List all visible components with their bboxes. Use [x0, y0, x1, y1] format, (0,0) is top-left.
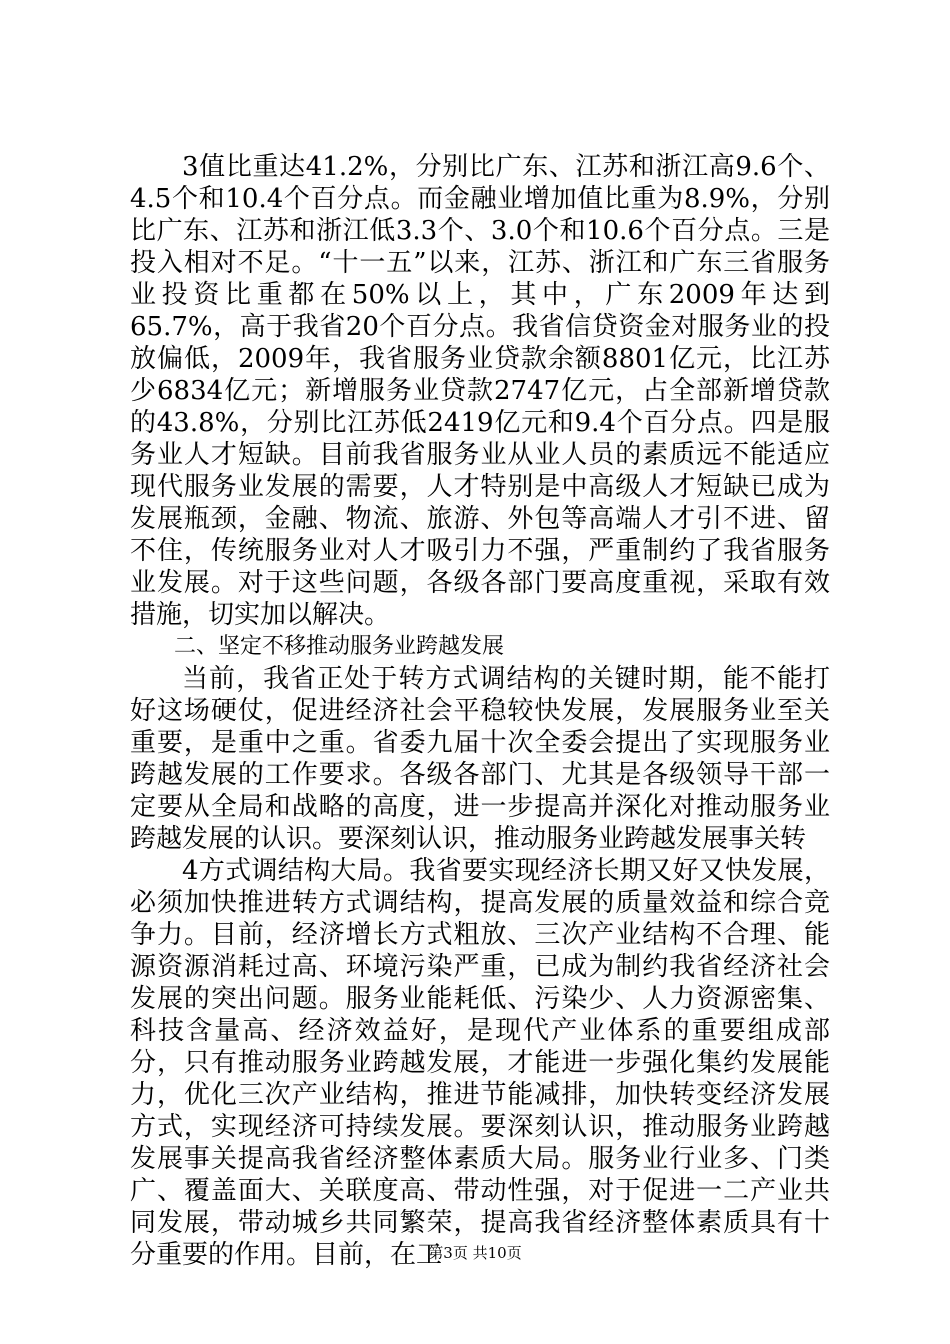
paragraph-transform-mode: 4方式调结构大局。我省要实现经济长期又好又快发展，必须加快推进转方式调结构，提高发展的质量效益和综合竞争力。目前，经济增长方式粗放、三次产业结构不合理、能源资源消耗过高、环境污染严重，已成为制约我省经济社会发展的突出问题。服务业能耗低、污染少、人力资源密集、科技含量高、经济效益好，是现代产业体系的重要组成部分，只有推动服务业跨越发展，才能进一步强化集约发展能力，优化三次产业结构，推进节能减排，加快转变经济发展方式，实现经济可持续发展。要深刻认识，推动服务业跨越发展事关提高我省经济整体素质大局。服务业行业多、门类广、覆盖面大、关联度高、带动性强，对于促进一二产业共同发展，带动城乡共同繁荣，提高我省经济整体素质具有十分重要的作用。目前，在工	[130, 856, 830, 1270]
paragraph-current-period: 当前，我省正处于转方式调结构的关键时期，能不能打好这场硬仗，促进经济社会平稳较快发展，发展服务业至关重要，是重中之重。省委九届十次全委会提出了实现服务业跨越发展的工作要求。各级各部门、尤其是各级领导干部一定要从全局和战略的高度，进一步提高并深化对推动服务业跨越发展的认识。要深刻认识，推动服务业跨越发展事关转	[130, 664, 830, 854]
page-footer: 第3页 共10页	[428, 1244, 522, 1262]
section-heading: 二、坚定不移推动服务业跨越发展	[174, 634, 505, 659]
paragraph-services-share: 3值比重达41.2%，分别比广东、江苏和浙江高9.6个、4.5个和10.4个百分点。而金融业增加值比重为8.9%，分别比广东、江苏和浙江低3.3个、3.0个和10.6个百分点。三是投入相对不足。“十一五”以来，江苏、浙江和广东三省服务业投资比重都在50%以上，其中，广东2009年达到65.7%，高于我省20个百分点。我省信贷资金对服务业的投放偏低，2009年，我省服务业贷款余额8801亿元，比江苏少6834亿元；新增服务业贷款2747亿元，占全部新增贷款的43.8%，分别比江苏低2419亿元和9.4个百分点。四是服务业人才短缺。目前我省服务业从业人员的素质远不能适应现代服务业发展的需要，人才特别是中高级人才短缺已成为发展瓶颈，金融、物流、旅游、外包等高端人才引不进、留不住，传统服务业对人才吸引力不强，严重制约了我省服务业发展。对于这些问题，各级各部门要高度重视，采取有效措施，切实加以解决。	[130, 152, 830, 630]
document-body	[130, 151, 830, 1271]
